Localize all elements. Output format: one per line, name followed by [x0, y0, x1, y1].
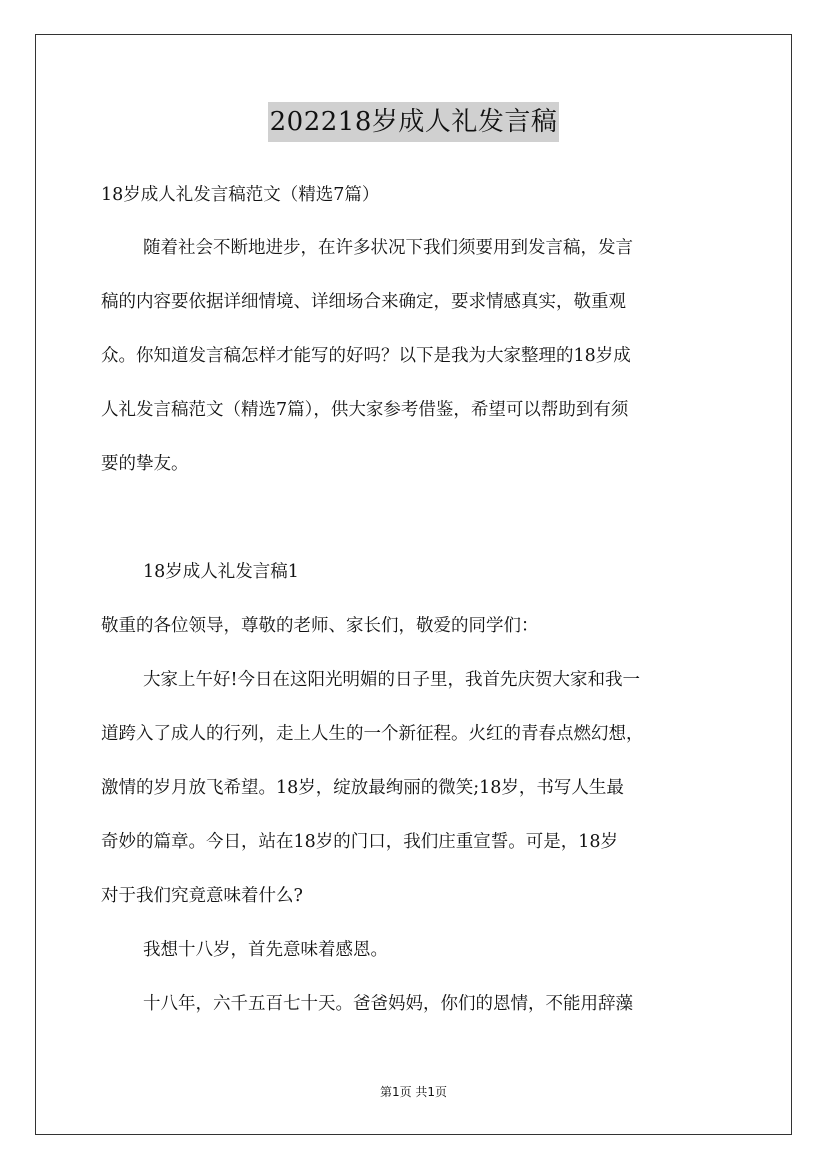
intro-line-1: 随着社会不断地进步，在许多状况下我们须要用到发言稿，发言: [143, 238, 633, 258]
title-container: [0, 102, 827, 142]
intro-line-5: 要的挚友。: [101, 454, 189, 474]
thanks-line: 我想十八岁，首先意味着感恩。: [143, 940, 388, 960]
speech-line-1: 大家上午好!今日在这阳光明媚的日子里，我首先庆贺大家和我一: [143, 670, 641, 690]
intro-line-4: 人礼发言稿范文（精选7篇），供大家参考借鉴，希望可以帮助到有须: [101, 400, 629, 420]
speech-line-4: 奇妙的篇章。今日，站在18岁的门口，我们庄重宣誓。可是，18岁: [101, 832, 619, 852]
document-subtitle: 18岁成人礼发言稿范文（精选7篇）: [101, 185, 380, 205]
greeting-line: 敬重的各位领导，尊敬的老师、家长们，敬爱的同学们：: [101, 616, 539, 636]
speech-line-3: 激情的岁月放飞希望。18岁，绽放最绚丽的微笑;18岁，书写人生最: [101, 778, 624, 798]
speech-line-2: 道跨入了成人的行列，走上人生的一个新征程。火红的青春点燃幻想，: [101, 724, 644, 744]
section-heading: 18岁成人礼发言稿1: [143, 562, 299, 582]
intro-line-3: 众。你知道发言稿怎样才能写的好吗？以下是我为大家整理的18岁成: [101, 346, 631, 366]
intro-line-2: 稿的内容要依据详细情境、详细场合来确定，要求情感真实，敬重观: [101, 292, 626, 312]
page-footer: 第1页 共1页: [379, 1085, 448, 1099]
document-title: 202218岁成人礼发言稿: [268, 102, 560, 142]
speech-line-5: 对于我们究竟意味着什么?: [101, 886, 303, 906]
last-line: 十八年，六千五百七十天。爸爸妈妈，你们的恩情，不能用辞藻: [143, 994, 633, 1014]
